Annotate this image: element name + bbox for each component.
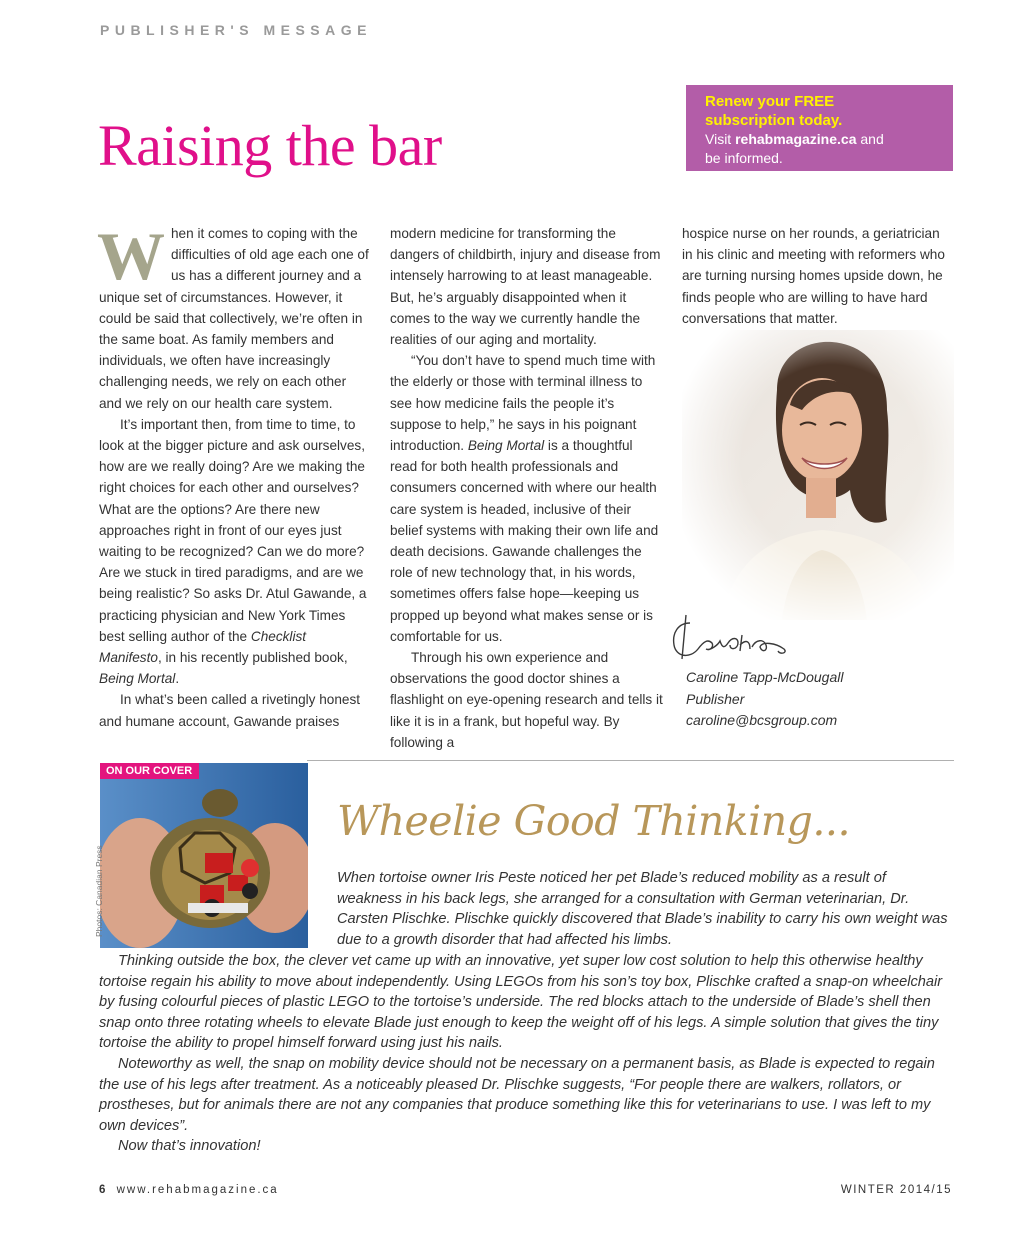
footer-issue: WINTER 2014/15 xyxy=(840,1184,952,1196)
promo-url-link[interactable]: rehabmagazine.ca xyxy=(735,131,857,147)
book-title-checklist: Checklist Manifesto xyxy=(99,628,307,666)
col2-paragraph-1: modern medicine for transforming the dangers of childbirth, injury and disease from intensely harrowing to at least manageable. But, he’s arguably disappointed when it comes to the way we currently handle the realities of our aging and mortality. xyxy=(390,226,661,348)
col2-paragraph-2: “You don’t have to spend much time with the elderly or those with terminal illness to see how medicine fails the people it’s suppose to help,” he says in his poignant introduction. Being Mortal is a thoughtful read for both health professionals and consumers concerned with where our health care system is headed, inclusive of their belief systems with making their own life and death decisions. Gawande challenges the role of new technology that, in his words, sometimes offers false hope—keeping us propped up beyond what makes sense or is comfortable for us. xyxy=(390,353,659,644)
publisher-signoff xyxy=(686,667,843,732)
section-label: PUBLISHER'S MESSAGE xyxy=(100,22,372,38)
promo-and: and xyxy=(856,131,884,147)
col2-paragraph-3: Through his own experience and observations the good doctor shines a flashlight on eye-opening research and tells it like it is in a frank, but hopeful way. By following a xyxy=(390,650,663,750)
section-divider xyxy=(307,760,954,761)
page-number: 6 xyxy=(99,1184,108,1196)
feature-paragraph-1: Thinking outside the box, the clever vet came up with an innovative, yet super low cost solution to help this otherwise healthy tortoise regain his ability to move about independently. Using LEGOs from his son’s toy box, Plischke crafted a snap-on wheelchair by fusing colourful pieces of plastic LEGO to the tortoise’s underside. The red blocks attach to the underside of Blade’s shell then snap onto three rotating wheels to elevate Blade just enough to keep the weight off of his legs. A simple solution that gives the tiny tortoise the ability to propel himself forward using just his nails. xyxy=(99,953,943,1052)
feature-intro-paragraph: When tortoise owner Iris Peste noticed her pet Blade’s reduced mobility as a result of weakness in his back legs, she arranged for a consultation with German veterinarian, Dr. Carsten Plischke. Plischke quickly discovered that Blade’s inability to carry his own weight was due to a growth disorder that had affected his limbs. xyxy=(337,870,948,948)
feature-intro xyxy=(337,868,951,950)
book-title-being-mortal-2: Being Mortal xyxy=(467,438,545,454)
article-column-2 xyxy=(390,223,663,753)
promo-headline-1: Renew your FREE xyxy=(705,93,835,110)
publisher-portrait-photo xyxy=(682,330,954,620)
col3-paragraph-1: hospice nurse on her rounds, a geriatrician in his clinic and meeting with reformers who are turning nursing homes upside down, he finds people who are willing to have hard conversations that matter. xyxy=(682,226,945,326)
photo-credit: Photos: Canadian Press xyxy=(94,845,104,937)
promo-tagline: be informed. xyxy=(705,150,783,166)
publisher-email-link[interactable]: caroline@bcsgroup.com xyxy=(686,712,838,728)
col1-paragraph-1: hen it comes to coping with the difficulties of old age each one of us has a different journey and a unique set of circumstances. However, it could be said that collectively, we’re often in the same boat. As family members and individuals, we often have increasingly challenging needs, we rely on each other and we rely on our health care system. xyxy=(99,226,369,411)
feature-title: Wheelie Good Thinking... xyxy=(337,797,850,845)
subscription-promo[interactable] xyxy=(686,85,953,171)
handwritten-signature xyxy=(668,605,798,665)
col1-paragraph-3: In what’s been called a rivetingly honest and humane account, Gawande praises xyxy=(99,692,361,729)
col1-paragraph-2: It’s important then, from time to time, to look at the bigger picture and ask ourselves, how are we really doing? Are we making the right choices for each other and ourselves? What are the options? Are there new approaches right in front of our eyes just waiting to be recognized? Can we do more? Are we stuck in tired paradigms, and are we being realistic? So asks Dr. Atul Gawande, a practicing physician and New York Times best selling author of the Checklist Manifesto, in his recently published book, Being Mortal. xyxy=(99,416,367,687)
publisher-name: Caroline Tapp-McDougall xyxy=(686,669,844,685)
drop-cap: W xyxy=(97,218,165,294)
page-title: Raising the bar xyxy=(98,113,442,178)
article-column-3 xyxy=(682,223,954,329)
publisher-role: Publisher xyxy=(686,690,745,707)
promo-visit: Visit xyxy=(705,131,736,147)
promo-headline-2: subscription today. xyxy=(705,112,843,129)
footer-left xyxy=(99,1184,279,1196)
footer-site-link[interactable]: www.rehabmagazine.ca xyxy=(116,1184,279,1196)
feature-paragraph-2: Noteworthy as well, the snap on mobility device should not be necessary on a permanent basis, as Blade is expected to regain the use of his legs after treatment. As a noticeably pleased Dr. Plischke suggests, “For people there are walkers, rollators, or prostheses, but for animals there are not any companies that produce something like this for veterinarians to use. I was left to my own devices”. xyxy=(99,1055,935,1134)
cover-tag: ON OUR COVER xyxy=(100,763,199,779)
article-column-1 xyxy=(97,218,371,732)
feature-paragraph-3: Now that’s innovation! xyxy=(118,1138,261,1155)
feature-body xyxy=(99,951,951,1157)
book-title-being-mortal: Being Mortal xyxy=(99,671,176,687)
cover-photo-tortoise xyxy=(100,763,308,948)
